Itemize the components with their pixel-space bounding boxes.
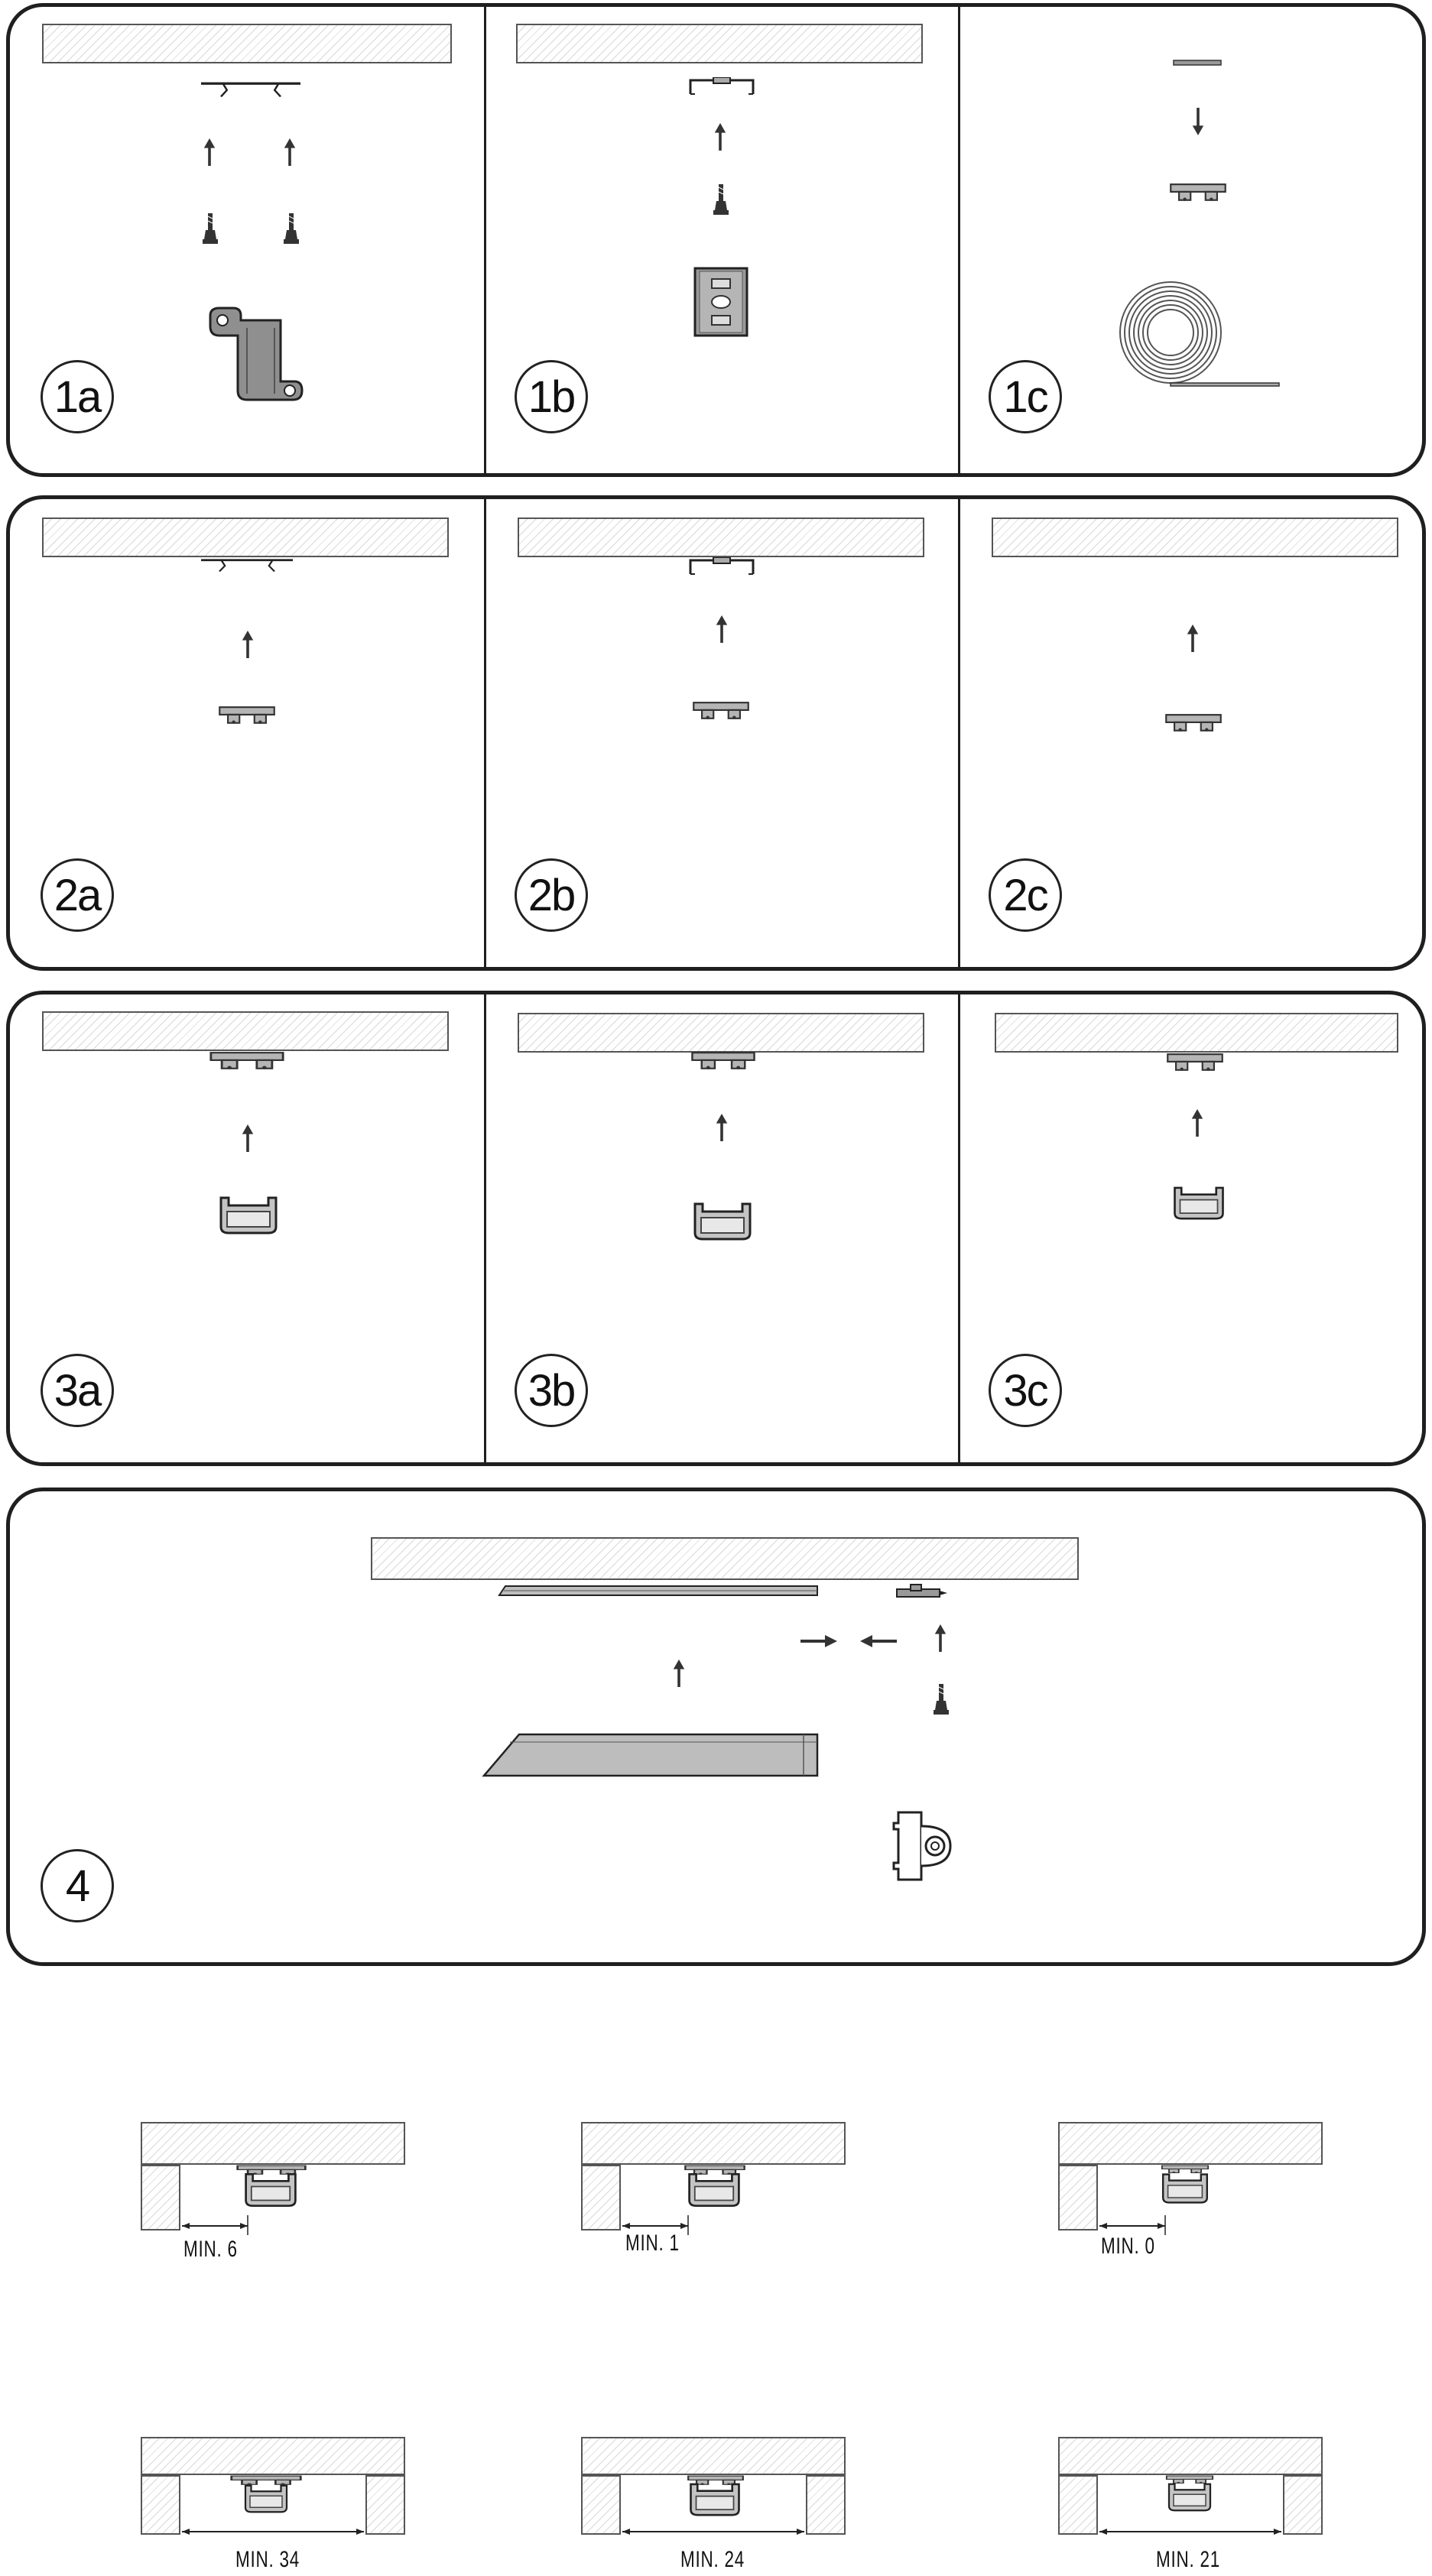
led-profile: [1161, 2169, 1210, 2208]
clearance-label: MIN. 21: [1156, 2547, 1221, 2572]
led-profile: [687, 2171, 742, 2209]
clearance-dimension: [1098, 2215, 1167, 2235]
arrow-up-icon: [934, 1623, 947, 1653]
mounted-bracket: [201, 557, 293, 577]
step-label-3c: 3c: [989, 1354, 1062, 1427]
arrow-up-icon: [203, 137, 216, 167]
clearance-detail: [1058, 2122, 1326, 2260]
row-divider: [958, 499, 960, 967]
side-wall: [1283, 2475, 1323, 2535]
arrow-right-icon: [800, 1635, 837, 1647]
screw-icon: [203, 213, 218, 244]
end-cap: [891, 1809, 956, 1883]
ceiling-surface: [141, 2437, 405, 2475]
ceiling-surface: [1058, 2437, 1323, 2475]
mounting-bracket-b: [687, 77, 756, 97]
ceiling-surface: [371, 1537, 1079, 1580]
screw-icon: [713, 184, 729, 215]
row-divider: [958, 994, 960, 1462]
clearance-dimension: [180, 2215, 249, 2235]
ceiling-surface: [581, 2437, 846, 2475]
led-profile: [692, 1201, 753, 1242]
step-row-1: [6, 3, 1426, 477]
clearance-label: MIN. 24: [680, 2547, 745, 2572]
step-row-3: [6, 991, 1426, 1466]
mounted-clip: [690, 1051, 756, 1071]
end-bracket: [895, 1583, 949, 1600]
mounting-clip: [1164, 713, 1223, 733]
arrow-up-icon: [672, 1658, 686, 1689]
screw-icon: [284, 213, 299, 244]
clearance-label: MIN. 1: [625, 2230, 680, 2256]
ceiling-surface: [518, 1013, 924, 1053]
clearance-detail: [1058, 2437, 1326, 2574]
ceiling-surface: [518, 517, 924, 557]
led-profile: [1167, 2480, 1213, 2515]
ceiling-surface: [995, 1013, 1398, 1053]
led-profile: [1172, 1183, 1226, 1224]
step-label-4: 4: [41, 1849, 114, 1922]
side-wall: [581, 2165, 621, 2230]
mounting-clip: [218, 706, 276, 725]
clearance-label: MIN. 34: [235, 2547, 300, 2572]
arrow-down-icon: [1191, 106, 1205, 137]
step-label-2b: 2b: [515, 858, 588, 932]
magnet-plate: [692, 265, 750, 339]
ceiling-surface: [141, 2122, 405, 2165]
step-label-1b: 1b: [515, 360, 588, 433]
step-label-3b: 3b: [515, 1354, 588, 1427]
clearance-detail: [141, 2122, 408, 2260]
step-label-3a: 3a: [41, 1354, 114, 1427]
ceiling-surface: [42, 517, 449, 557]
step-label-1c: 1c: [989, 360, 1062, 433]
side-wall: [365, 2475, 405, 2535]
clearance-detail: [581, 2437, 849, 2574]
mounted-profile-rail: [499, 1585, 817, 1597]
step-label-2a: 2a: [41, 858, 114, 932]
arrow-up-icon: [241, 1123, 255, 1153]
clearance-label: MIN. 6: [183, 2237, 238, 2262]
row-divider: [484, 7, 486, 473]
step-label-1a: 1a: [41, 360, 114, 433]
arrow-up-icon: [713, 122, 727, 152]
mounting-clip: [1169, 183, 1227, 203]
arrow-up-icon: [715, 614, 729, 644]
side-wall: [141, 2475, 180, 2535]
clearance-detail: [141, 2437, 408, 2574]
arrow-up-icon: [1190, 1108, 1204, 1138]
ceiling-surface: [42, 24, 452, 63]
row-divider: [958, 7, 960, 473]
side-wall: [1058, 2475, 1098, 2535]
step-row-2: [6, 495, 1426, 971]
led-profile-bar: [482, 1733, 819, 1779]
arrow-left-icon: [860, 1635, 897, 1647]
led-profile: [688, 2481, 742, 2518]
led-profile: [243, 2481, 289, 2516]
clearance-dimension: [180, 2524, 365, 2539]
mounting-clip: [692, 701, 750, 721]
mounted-clip: [209, 1051, 285, 1071]
mounted-clip: [1166, 1053, 1224, 1072]
plate-bracket: [203, 305, 310, 412]
screw-icon: [934, 1684, 949, 1715]
ceiling-surface: [1058, 2122, 1323, 2165]
clearance-detail: [581, 2122, 849, 2260]
ceiling-surface: [516, 24, 923, 63]
side-wall: [1058, 2165, 1098, 2230]
clearance-dimension: [1098, 2524, 1283, 2539]
side-wall: [141, 2165, 180, 2230]
clearance-label: MIN. 0: [1101, 2234, 1155, 2259]
side-wall: [581, 2475, 621, 2535]
led-profile: [243, 2171, 298, 2209]
arrow-up-icon: [241, 629, 255, 660]
row-divider: [484, 499, 486, 967]
tape-roll: [1117, 277, 1285, 400]
led-profile: [218, 1195, 279, 1236]
adhesive-strip: [1174, 60, 1221, 67]
ceiling-surface: [581, 2122, 846, 2165]
ceiling-surface: [992, 517, 1398, 557]
step-row-4: [6, 1488, 1426, 1966]
arrow-up-icon: [283, 137, 297, 167]
row-divider: [484, 994, 486, 1462]
arrow-up-icon: [715, 1112, 729, 1143]
mounted-bracket-b: [687, 557, 756, 577]
step-label-2c: 2c: [989, 858, 1062, 932]
side-wall: [806, 2475, 846, 2535]
arrow-up-icon: [1186, 623, 1200, 654]
mounting-bracket: [201, 80, 300, 103]
clearance-dimension: [621, 2524, 806, 2539]
ceiling-surface: [42, 1011, 449, 1051]
